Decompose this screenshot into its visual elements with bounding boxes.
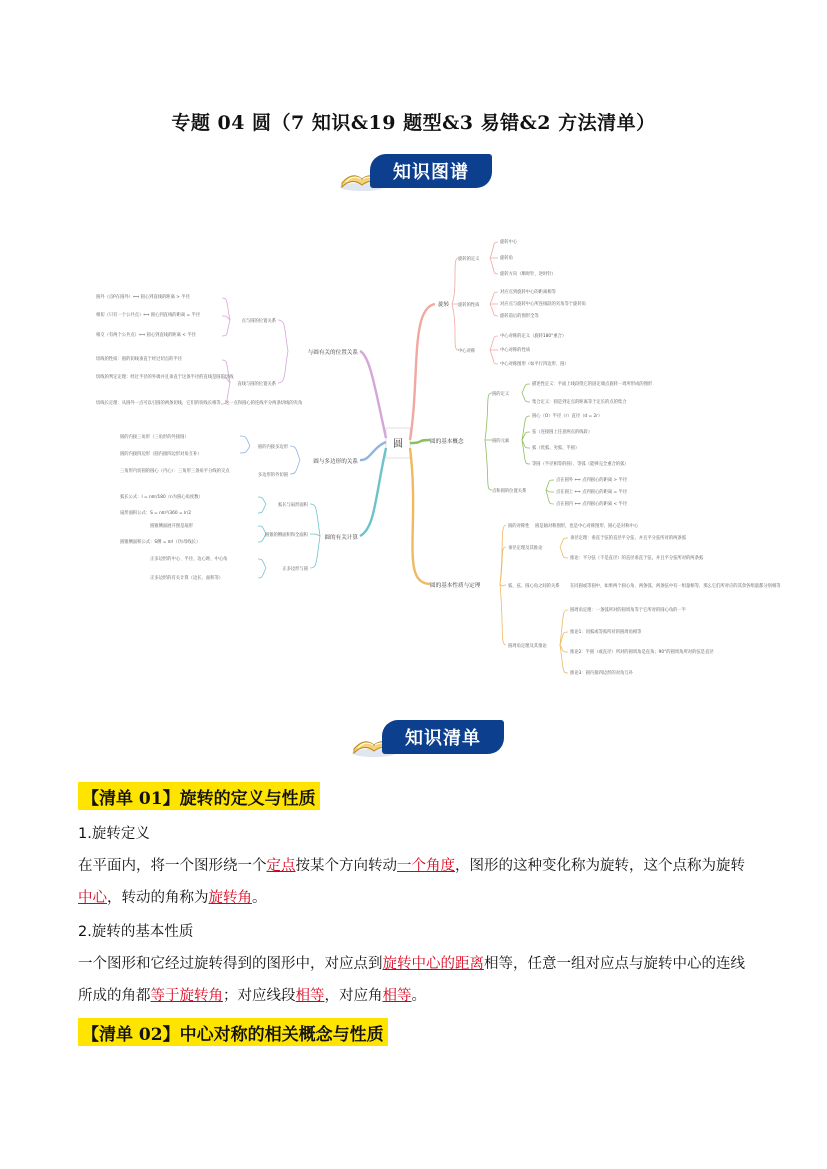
knowledge-list-banner (350, 717, 504, 759)
para-line-4: 所成的角都等于旋转角；对应线段相等，对应角相等。 (78, 988, 426, 1004)
concept-leaf-3: 弦（连接圆上任意两点的线段） (532, 430, 593, 435)
concept-leaf-8: 点在圆内 ⟺ 点到圆心的距离 < 半径 (556, 502, 628, 507)
property-leaf-0: 圆是轴对称图形，也是中心对称图形，圆心是对称中心 (535, 524, 639, 529)
branch-calc: 圆的有关计算 (324, 535, 358, 541)
curve-position (360, 351, 386, 438)
rotation-leaf-3: 对应点到旋转中心的距离相等 (500, 290, 556, 295)
keyword-equal-2: 相等 (382, 988, 412, 1004)
keyword-distance: 旋转中心的距离 (382, 956, 484, 972)
rotation-leaf-1: 旋转角 (500, 256, 513, 261)
property-leaf-4: 圆周角定理：一条弧所对的圆周角等于它所对的圆心角的一半 (570, 608, 687, 613)
calc-leaf-1: 扇形面积公式：S = nπr²/360 = lr/2 (120, 511, 192, 516)
knowledge-map-banner (338, 151, 492, 193)
rotation-leaf-0: 旋转中心 (500, 240, 518, 245)
rotation-sub-1: 旋转的性质 (458, 303, 480, 308)
position-leaf-5: 切线长定理：从圆外一点可以引圆的两条切线，它们的切线长相等，这一点和圆心的连线平分两条切线的夹角 (96, 401, 303, 406)
calc-sub-0: 弧长与扇形面积 (277, 503, 308, 508)
concept-sub-0: 圆的定义 (492, 392, 510, 397)
rotation-leaf-5: 旋转前后的图形全等 (500, 314, 539, 319)
concept-leaf-4: 弧（优弧、劣弧、半圆） (532, 446, 580, 451)
branch-polygon: 圆与多边形的关系 (313, 459, 358, 465)
calc-leaf-5: 正多边形的有关计算（边长、面积等） (150, 576, 224, 581)
banner-label: 知识清单 (382, 720, 504, 754)
property-leaf-7: 推论3：圆内接四边形的对角互补 (570, 671, 633, 676)
keyword-fixed-point: 定点 (266, 858, 296, 874)
curve-concept (410, 440, 430, 443)
rotation-leaf-7: 中心对称的性质 (500, 348, 531, 353)
property-leaf-3: 在同圆或等圆中，如果两个圆心角、两条弧、两条弦中有一组量相等，那么它们所对应的其余各组量都分别相等 (570, 584, 781, 589)
section-heading-01: 【清单 01】旋转的定义与性质 (78, 782, 320, 810)
concept-leaf-6: 点在圆外 ⟺ 点到圆心的距离 > 半径 (556, 478, 628, 483)
calc-leaf-0: 弧长公式：l = nπr/180（n为圆心角度数） (120, 495, 203, 500)
rotation-leaf-8: 中心对称图形（如平行四边形、圆） (500, 362, 569, 367)
concept-leaf-2: 圆心（O）半径（r）直径（d = 2r） (532, 414, 603, 419)
polygon-leaf-2: 三角形内切圆的圆心（内心）：三角形三条角平分线的交点 (120, 469, 230, 474)
mindmap-center: 圆 (393, 439, 403, 450)
property-sub-2: 弧、弦、圆心角之间的关系 (508, 584, 560, 589)
position-sub-0: 点与圆的位置关系 (241, 319, 276, 324)
rotation-sub-2: 中心对称 (458, 349, 476, 354)
page-title: 专题 04 圆（7 知识&19 题型&3 易错&2 方法清单） (171, 112, 656, 134)
polygon-sub-1: 多边形的外切圆 (257, 473, 288, 478)
rotation-leaf-6: 中心对称的定义（旋转180°重合） (500, 334, 567, 339)
concept-leaf-7: 点在圆上 ⟺ 点到圆心的距离 = 半径 (556, 490, 628, 495)
curve-rotation (410, 304, 435, 440)
keyword-rotation-angle: 旋转角 (208, 890, 252, 906)
branch-position: 与圆有关的位置关系 (307, 350, 358, 356)
curve-calc (360, 448, 386, 536)
branch-rotation: 旋转 (438, 302, 450, 308)
keyword-equal-1: 相等 (295, 988, 325, 1004)
position-leaf-3: 切线的性质：圆的切线垂直于经过切点的半径 (96, 357, 182, 362)
keyword-center: 中心 (78, 890, 107, 906)
concept-sub-1: 圆的元素 (492, 439, 510, 444)
position-sub-1: 直线与圆的位置关系 (237, 382, 276, 387)
position-leaf-2: 相交（有两个公共点）⟺ 圆心到直线的距离 < 半径 (96, 333, 196, 338)
property-sub-3: 圆周角定理及其推论 (508, 644, 547, 649)
section-heading-02: 【清单 02】中心对称的相关概念与性质 (78, 1018, 388, 1046)
position-leaf-1: 相切（只有一个公共点）⟺ 圆心到直线的距离 = 半径 (96, 313, 201, 318)
rotation-leaf-4: 对应点与旋转中心所连线段的夹角等于旋转角 (500, 302, 586, 307)
para-line-1: 在平面内，将一个图形绕一个定点按某个方向转动一个角度，图形的这种变化称为旋转，这个点称为旋转 (78, 858, 745, 874)
polygon-leaf-1: 圆的内接四边形（圆内接四边形对角互补） (120, 452, 202, 457)
property-sub-0: 圆的对称性 (508, 524, 530, 529)
rotation-leaf-2: 旋转方向（顺时针、逆时针） (500, 272, 556, 277)
property-leaf-2: 推论：平分弦（不是直径）的直径垂直于弦，并且平分弦所对的两条弧 (570, 556, 704, 561)
calc-leaf-4: 正多边形的中心、半径、边心距、中心角 (150, 557, 228, 562)
para-heading-rotation-properties: 2.旋转的基本性质 (78, 924, 194, 940)
calc-sub-2: 正多边形与圆 (282, 567, 308, 572)
property-sub-1: 垂径定理及其推论 (508, 546, 543, 551)
banner-label: 知识图谱 (370, 154, 492, 188)
concept-leaf-5: 等圆（半径相等的圆）、等弧（能够完全重合的弧） (532, 462, 629, 467)
concept-sub-2: 点和圆的位置关系 (492, 489, 527, 494)
branch-concept: 圆的基本概念 (430, 439, 464, 445)
position-leaf-0: 圆外（点P在圆外）⟺ 圆心到直线的距离 > 半径 (96, 295, 190, 300)
branch-property: 圆的基本性质与定理 (430, 583, 481, 589)
position-leaf-4: 切线的判定定理：经过半径的外端并且垂直于这条半径的直线是圆的切线 (96, 375, 234, 380)
curve-polygon (360, 442, 386, 460)
polygon-sub-0: 圆的内接多边形 (257, 445, 288, 450)
mind-map (90, 228, 781, 698)
polygon-leaf-0: 圆的内接三角形（三角形的外接圆） (120, 435, 189, 440)
property-leaf-1: 垂径定理：垂直于弦的直径平分弦，并且平分弦所对的两条弧 (570, 536, 687, 541)
calc-sub-1: 圆锥的侧面积和全面积 (265, 533, 308, 538)
calc-leaf-2: 圆锥侧面展开图是扇形 (150, 524, 193, 529)
curve-property (410, 448, 430, 584)
concept-leaf-0: 描述性定义：平面上线段绕它的固定端点旋转一周所形成的图形 (532, 382, 653, 387)
property-leaf-6: 推论2：半圆（或直径）所对的圆周角是直角；90°的圆周角所对的弦是直径 (570, 650, 714, 655)
para-line-2: 中心，转动的角称为旋转角。 (78, 890, 267, 906)
keyword-equal-rotation-angle: 等于旋转角 (150, 988, 223, 1004)
calc-leaf-3: 圆锥侧面积公式：S侧 = πrl（l为母线长） (120, 540, 201, 545)
para-heading-rotation-definition: 1.旋转定义 (78, 826, 150, 842)
property-leaf-5: 推论1：同弧或等弧所对的圆周角相等 (570, 630, 642, 635)
keyword-angle: 一个角度 (397, 858, 455, 874)
rotation-sub-0: 旋转的定义 (458, 257, 480, 262)
concept-leaf-1: 集合定义：圆是到定点的距离等于定长的点的集合 (532, 400, 627, 405)
para-line-3: 一个图形和它经过旋转得到的图形中，对应点到旋转中心的距离相等，任意一组对应点与旋转中心的连线 (78, 956, 745, 972)
